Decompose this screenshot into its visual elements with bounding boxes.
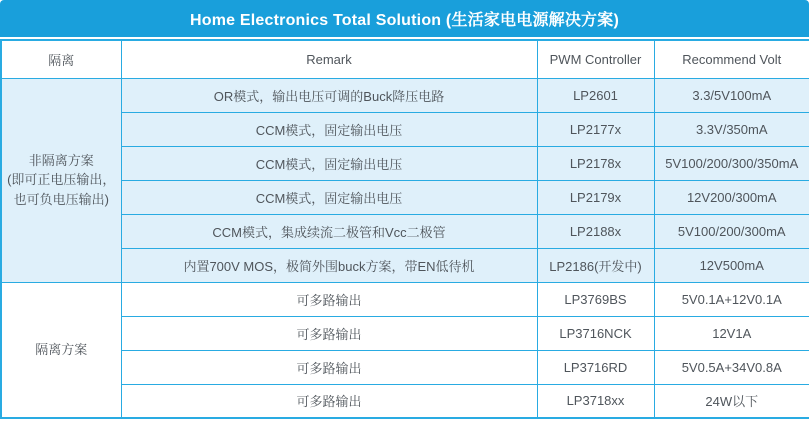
remark-cell: CCM模式，固定输出电压: [121, 146, 537, 180]
column-header-remark: Remark: [121, 40, 537, 78]
table-row: [1, 180, 809, 214]
recommend-volt-cell: 5V100/200/300mA: [654, 214, 809, 248]
remark-cell: 内置700V MOS，极简外围buck方案，带EN低待机: [121, 248, 537, 282]
table-row: [1, 112, 809, 146]
group-cell-isolated: [1, 282, 121, 418]
remark-cell: CCM模式，固定输出电压: [121, 180, 537, 214]
recommend-volt-cell: 12V500mA: [654, 248, 809, 282]
table-row: [1, 350, 809, 384]
column-header-pwm-controller: PWM Controller: [537, 40, 654, 78]
recommend-volt-cell: 12V1A: [654, 316, 809, 350]
pwm-controller-cell: LP3716RD: [537, 350, 654, 384]
pwm-controller-cell: LP2601: [537, 78, 654, 112]
remark-cell: CCM模式，集成续流二极管和Vcc二极管: [121, 214, 537, 248]
remark-cell: 可多路输出: [121, 384, 537, 418]
table-row: [1, 282, 809, 316]
group-name-line: 非隔离方案: [28, 152, 94, 168]
group-name-line: 也可负电压输出): [13, 191, 109, 207]
pwm-controller-cell: LP2179x: [537, 180, 654, 214]
remark-cell: 可多路输出: [121, 350, 537, 384]
recommend-volt-cell: 5V0.1A+12V0.1A: [654, 282, 809, 316]
pwm-controller-cell: LP3769BS: [537, 282, 654, 316]
table-row: [1, 78, 809, 112]
group-name-line: 隔离方案: [35, 342, 88, 357]
page-title: Home Electronics Total Solution (生活家电电源解决方案): [190, 12, 619, 29]
table-row: [1, 214, 809, 248]
table-row: [1, 146, 809, 180]
column-header-isolation: 隔离: [1, 40, 121, 78]
recommend-volt-cell: 5V0.5A+34V0.8A: [654, 350, 809, 384]
pwm-controller-cell: LP3716NCK: [537, 316, 654, 350]
table-row: [1, 384, 809, 418]
title-banner: [0, 0, 809, 37]
recommend-volt-cell: 24W以下: [654, 384, 809, 418]
header-row: [1, 40, 809, 78]
group-cell-non-isolated: [1, 78, 121, 282]
table-row: [1, 316, 809, 350]
solution-table: [0, 39, 809, 419]
group-name-line: (即可正电压输出，: [7, 172, 116, 188]
table-row: [1, 248, 809, 282]
recommend-volt-cell: 5V100/200/300/350mA: [654, 146, 809, 180]
column-header-recommend-volt: Recommend Volt: [654, 40, 809, 78]
recommend-volt-cell: 12V200/300mA: [654, 180, 809, 214]
remark-cell: 可多路输出: [121, 316, 537, 350]
remark-cell: 可多路输出: [121, 282, 537, 316]
pwm-controller-cell: LP2178x: [537, 146, 654, 180]
remark-cell: CCM模式，固定输出电压: [121, 112, 537, 146]
pwm-controller-cell: LP3718xx: [537, 384, 654, 418]
pwm-controller-cell: LP2188x: [537, 214, 654, 248]
remark-cell: OR模式，输出电压可调的Buck降压电路: [121, 78, 537, 112]
recommend-volt-cell: 3.3V/350mA: [654, 112, 809, 146]
pwm-controller-cell: LP2177x: [537, 112, 654, 146]
recommend-volt-cell: 3.3/5V100mA: [654, 78, 809, 112]
pwm-controller-cell: LP2186(开发中): [537, 248, 654, 282]
